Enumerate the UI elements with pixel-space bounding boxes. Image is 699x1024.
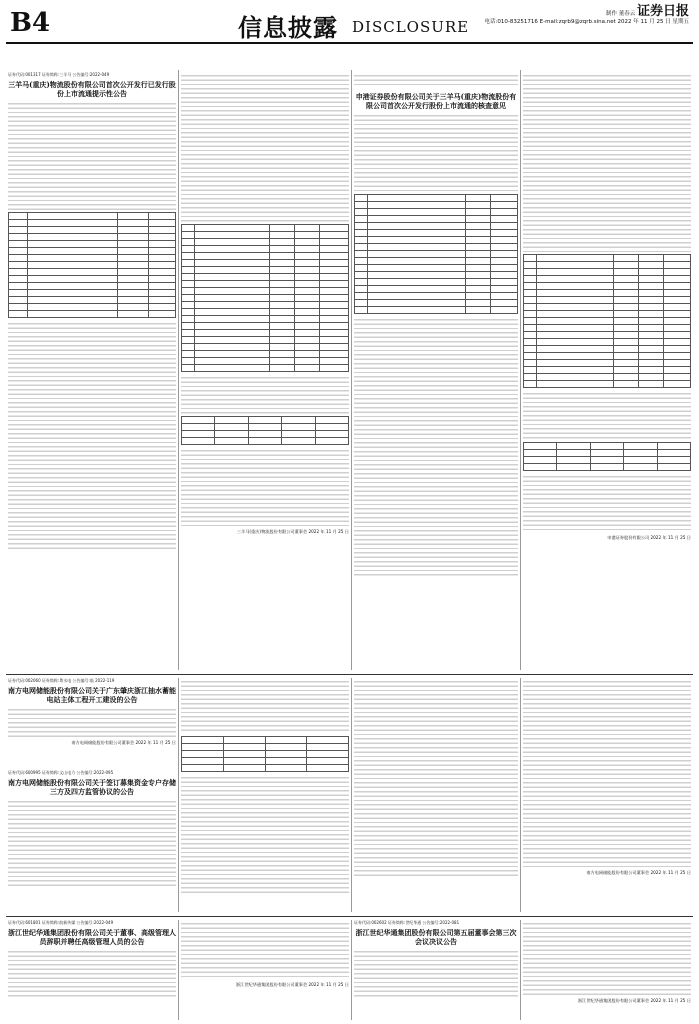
column-rule bbox=[178, 70, 179, 670]
body-text bbox=[8, 798, 176, 886]
body-text bbox=[8, 100, 176, 210]
body-text bbox=[354, 948, 518, 998]
article-shiji-huatong-resignation-continued bbox=[181, 920, 349, 1020]
article-csg-storage-fund-continued bbox=[181, 678, 349, 912]
body-text bbox=[8, 320, 176, 550]
issue-date: 2022 年 11 月 25 日 星期五 bbox=[617, 19, 689, 25]
body-text bbox=[354, 72, 518, 86]
article-signature: 浙江世纪华通集团股份有限公司董事会 2022 年 11 月 25 日 bbox=[235, 982, 349, 987]
article-signature: 南方电网储能股份有限公司董事会 2022 年 11 月 25 日 bbox=[586, 870, 691, 875]
body-text bbox=[181, 774, 349, 894]
article-title: 南方电网储能股份有限公司关于广东肇庆浙江抽水蓄能电站主体工程开工建设的公告 bbox=[8, 685, 176, 704]
share-structure-table bbox=[181, 416, 349, 445]
body-text bbox=[354, 678, 518, 878]
article-csg-storage-construction bbox=[8, 678, 176, 768]
article-codes: 证券代码:002060 证券简称:粤水电 公告编号:临 2022-119 bbox=[8, 678, 115, 683]
article-signature: 浙江世纪华通集团股份有限公司董事会 2022 年 11 月 25 日 bbox=[577, 998, 691, 1003]
column-rule bbox=[520, 70, 521, 670]
body-text bbox=[181, 72, 349, 222]
page-header bbox=[6, 6, 693, 44]
section-title-en: DISCLOSURE bbox=[352, 18, 470, 36]
editor-credit: 制作 董春云 bbox=[605, 11, 636, 17]
column-rule bbox=[351, 920, 352, 1020]
article-title: 浙江世纪华通集团股份有限公司关于董事、高级管理人员辞职并聘任高级管理人员的公告 bbox=[8, 927, 176, 946]
body-text bbox=[181, 678, 349, 734]
section-divider bbox=[6, 916, 693, 917]
article-signature: 申港证券股份有限公司 2022 年 11 月 25 日 bbox=[607, 535, 691, 540]
article-csg-storage-fund-terms-continued bbox=[523, 678, 691, 912]
column-rule bbox=[178, 920, 179, 1020]
article-shengang-opinion bbox=[354, 72, 518, 668]
column-rule bbox=[351, 678, 352, 912]
shares-release-table bbox=[181, 224, 349, 372]
article-codes: 证券代码:601801 证券简称:皖新传媒 公告编号:2022-049 bbox=[8, 920, 114, 925]
body-text bbox=[354, 112, 518, 192]
column-rule bbox=[178, 678, 179, 912]
body-text bbox=[523, 678, 691, 868]
article-signature: 三羊马(重庆)物流股份有限公司董事会 2022 年 11 月 25 日 bbox=[236, 529, 349, 534]
contact-line: 电话:010-83251716 E-mail:zqrb9@zqrb.sina.net bbox=[484, 19, 616, 25]
column-rule bbox=[520, 678, 521, 912]
fund-account-table bbox=[181, 736, 349, 772]
article-sanyangma-notice bbox=[8, 72, 176, 668]
header-meta bbox=[484, 4, 689, 26]
body-text bbox=[523, 390, 691, 440]
article-shiji-huatong-board-resolution-continued bbox=[523, 920, 691, 1020]
article-shiji-huatong-resignation bbox=[8, 920, 176, 1020]
column-rule bbox=[351, 70, 352, 670]
body-text bbox=[8, 706, 176, 738]
article-csg-storage-fund bbox=[8, 770, 176, 912]
body-text bbox=[523, 72, 691, 252]
article-signature: 南方电网储能股份有限公司董事会 2022 年 11 月 25 日 bbox=[71, 739, 176, 745]
article-title: 南方电网储能股份有限公司关于签订募集资金专户存储三方及四方监管协议的公告 bbox=[8, 777, 176, 796]
body-text bbox=[354, 316, 518, 576]
body-text bbox=[181, 374, 349, 414]
body-text bbox=[8, 948, 176, 998]
article-title: 三羊马(重庆)物流股份有限公司首次公开发行已发行股份上市流通提示性公告 bbox=[8, 79, 176, 98]
article-title: 浙江世纪华通集团股份有限公司第五届董事会第三次会议决议公告 bbox=[355, 927, 517, 946]
section-title-cn: 信息披露 bbox=[238, 14, 338, 42]
body-text bbox=[181, 447, 349, 527]
article-codes: 证券代码:600995 证券简称:文山电力 公告编号:2022-095 bbox=[8, 770, 114, 775]
shareholder-table bbox=[8, 212, 176, 318]
article-codes: 证券代码:002602 证券简称:世纪华通 公告编号:2022-081 bbox=[354, 920, 460, 925]
article-title: 申港证券股份有限公司关于三羊马(重庆)物流股份有限公司首次公开发行股份上市流通的核查意见 bbox=[355, 92, 517, 110]
newspaper-logo: 证券日报 bbox=[636, 4, 689, 19]
body-text bbox=[523, 920, 691, 996]
article-shengang-continued bbox=[523, 72, 691, 668]
article-csg-storage-fund-terms bbox=[354, 678, 518, 912]
body-text bbox=[523, 473, 691, 533]
body-text bbox=[181, 920, 349, 980]
article-codes: 证券代码:001317 证券简称:三羊马 公告编号:2022-049 bbox=[8, 72, 110, 77]
page-number: B4 bbox=[10, 8, 51, 38]
section-divider bbox=[6, 674, 693, 675]
shareholder-table bbox=[354, 194, 518, 314]
share-structure-table bbox=[523, 442, 691, 471]
article-sanyangma-continued bbox=[181, 72, 349, 668]
shares-release-table bbox=[523, 254, 691, 388]
column-rule bbox=[520, 920, 521, 1020]
article-shiji-huatong-board-resolution bbox=[354, 920, 518, 1020]
